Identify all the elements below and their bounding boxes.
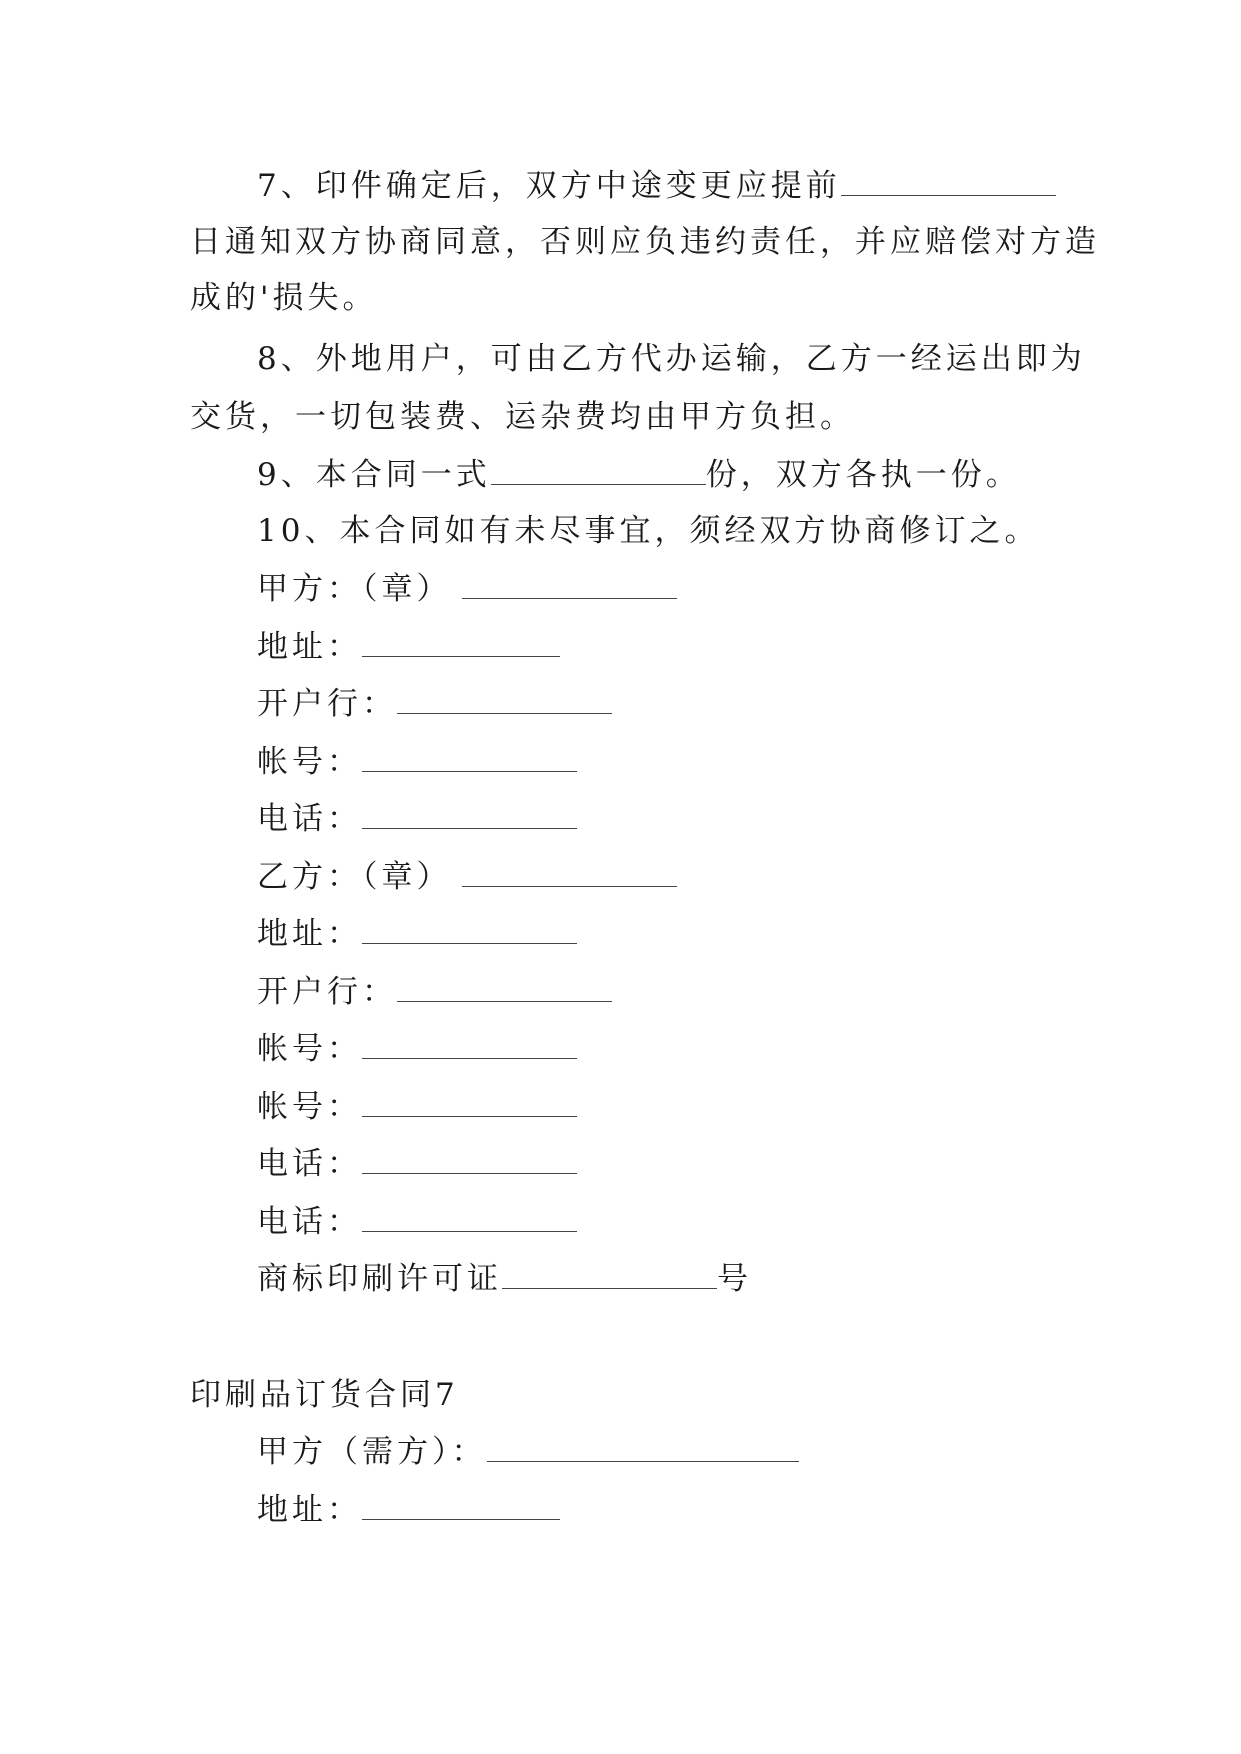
clause-7-blank [841, 169, 1056, 196]
clause-8-line-2: 交货，一切包装费、运杂费均由甲方负担。 [190, 399, 855, 435]
license-label: 商标印刷许可证 [257, 1261, 502, 1297]
party-b-bank-row [257, 972, 612, 1012]
clause-10: 10、本合同如有未尽事宜，须经双方协商修订之。 [257, 513, 1040, 549]
party-a-phone-blank [362, 802, 577, 829]
party-b-phone-row-1 [257, 1144, 577, 1184]
party-b-account-blank [362, 1032, 577, 1059]
buyer-blank [487, 1435, 799, 1462]
party-b-phone-label: 电话： [257, 1146, 362, 1182]
party-b-bank-label: 开户行： [257, 974, 397, 1010]
clause-8-line-1: 8、外地用户，可由乙方代办运输，乙方一经运出即为 [257, 341, 1086, 377]
clause-9 [257, 455, 1021, 495]
party-b-name-blank [462, 860, 677, 887]
clause-7-text: 7、印件确定后，双方中途变更应提前 [257, 168, 841, 204]
party-a-name-blank [462, 572, 677, 599]
party-a-bank-blank [397, 687, 612, 714]
copies-blank [491, 458, 706, 485]
party-a-account-label: 帐号： [257, 744, 362, 780]
party-a-account-row [257, 742, 577, 782]
party-b-name-label: 乙方：（章） [257, 859, 452, 895]
clause-9-text-after: 份，双方各执一份。 [705, 457, 1021, 493]
party-a-bank-row [257, 684, 612, 724]
party-b-address-label: 地址： [257, 916, 362, 952]
party-b-address-blank [362, 917, 577, 944]
party-a-bank-label: 开户行： [257, 686, 397, 722]
buyer-label: 甲方（需方）： [257, 1434, 487, 1470]
buyer-address-blank [362, 1493, 560, 1520]
party-b-bank-blank [397, 975, 612, 1002]
party-b-phone-blank [362, 1205, 577, 1232]
license-suffix: 号 [717, 1261, 752, 1297]
party-a-address-row [257, 627, 560, 667]
clause-7-line-3: 成的'损失。 [190, 280, 378, 316]
party-b-account-row-1 [257, 1029, 577, 1069]
party-a-phone-row [257, 799, 577, 839]
buyer-address-label: 地址： [257, 1492, 362, 1528]
clause-9-text-before: 9、本合同一式 [257, 457, 491, 493]
party-b-account-label: 帐号： [257, 1089, 362, 1125]
clause-7-line-2: 日通知双方协商同意，否则应负违约责任，并应赔偿对方造 [190, 224, 1100, 260]
party-a-name-row [257, 569, 677, 609]
party-a-name-label: 甲方：（章） [257, 571, 452, 607]
buyer-address-row [257, 1490, 560, 1530]
party-b-phone-blank [362, 1147, 577, 1174]
contract-title: 印刷品订货合同7 [190, 1377, 459, 1413]
party-a-account-blank [362, 745, 577, 772]
party-b-phone-row-2 [257, 1202, 577, 1242]
party-b-account-blank [362, 1090, 577, 1117]
party-b-name-row [257, 857, 677, 897]
clause-7-line-1 [257, 166, 1056, 206]
license-number-blank [502, 1262, 717, 1289]
party-a-address-blank [362, 630, 560, 657]
party-b-phone-label: 电话： [257, 1204, 362, 1240]
party-b-account-label: 帐号： [257, 1031, 362, 1067]
party-a-address-label: 地址： [257, 629, 362, 665]
party-b-account-row-2 [257, 1087, 577, 1127]
party-a-phone-label: 电话： [257, 801, 362, 837]
license-row [257, 1259, 752, 1299]
party-b-address-row [257, 914, 577, 954]
buyer-row [257, 1432, 799, 1472]
